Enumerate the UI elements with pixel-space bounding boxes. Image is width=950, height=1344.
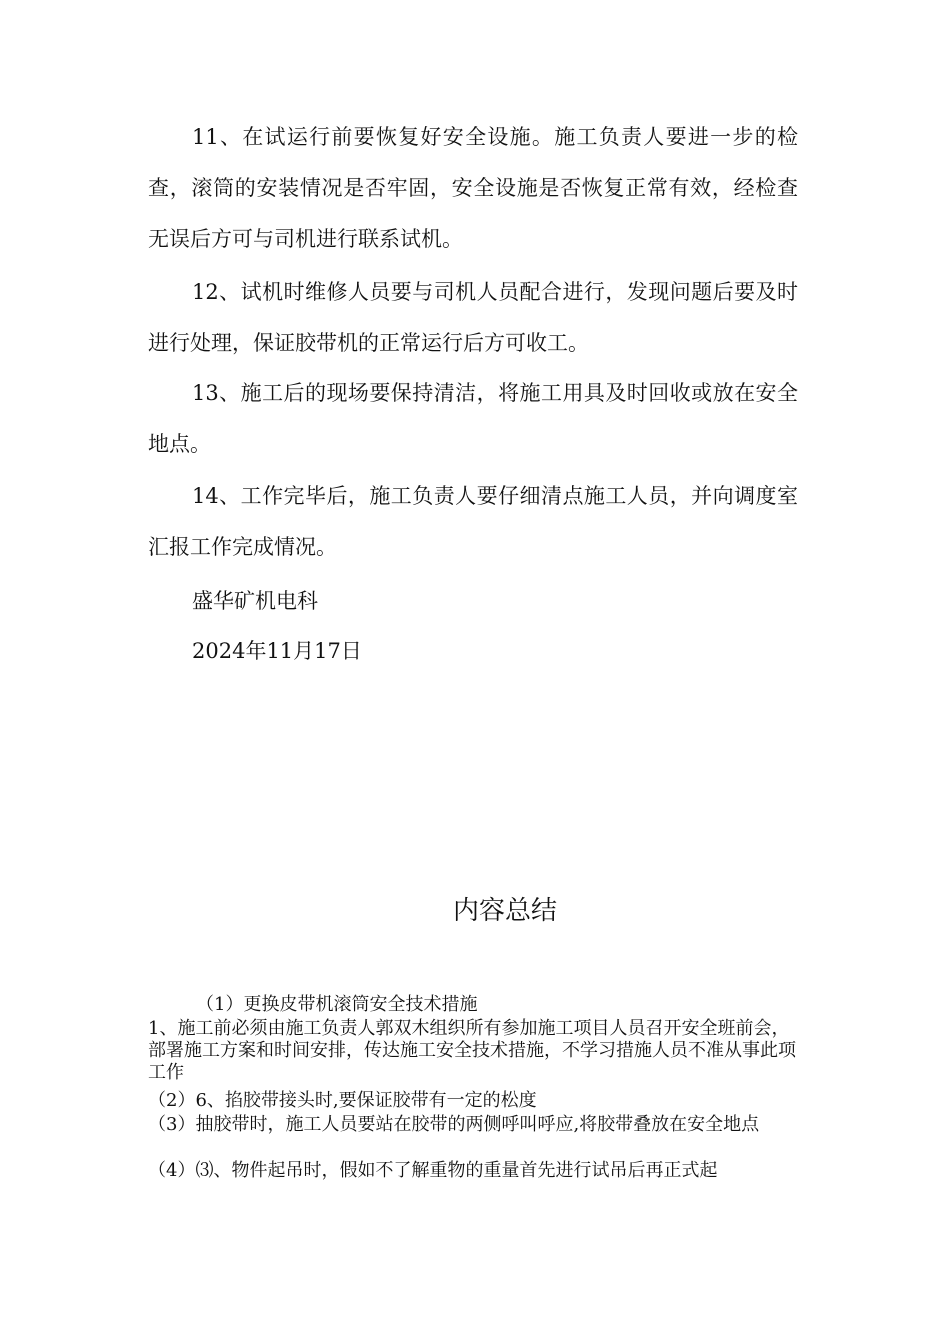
date: 2024年11月17日 (192, 639, 362, 663)
paragraph-13: 13、施工后的现场要保持清洁，将施工用具及时回收或放在安全地点。 (148, 381, 798, 456)
summary-item-1-text: 1、施工前必须由施工负责人郭双木组织所有参加施工项目人员召开安全班前会，部署施工方案和时间安排，传达施工安全技术措施，不学习措施人员不准从事此项工作 (148, 1018, 796, 1083)
signature: 盛华矿机电科 (192, 589, 318, 613)
summary-item-4: （4）⑶、物件起吊时，假如不了解重物的重量首先进行试吊后再正式起 (148, 1160, 718, 1181)
summary-item-2: （2）6、掐胶带接头时,要保证胶带有一定的松度 (148, 1090, 537, 1111)
summary-item-3: （3）抽胶带时，施工人员要站在胶带的两侧呼叫呼应,将胶带叠放在安全地点 (148, 1114, 760, 1135)
paragraph-12: 12、试机时维修人员要与司机人员配合进行，发现问题后要及时进行处理，保证胶带机的正常运行后方可收工。 (148, 280, 798, 355)
paragraph-11: 11、在试运行前要恢复好安全设施。施工负责人要进一步的检查，滚筒的安装情况是否牢固，安全设施是否恢复正常有效，经检查无误后方可与司机进行联系试机。 (148, 125, 798, 251)
summary-item-1-heading: （1）更换皮带机滚筒安全技术措施 (196, 994, 478, 1015)
paragraph-14: 14、工作完毕后，施工负责人要仔细清点施工人员，并向调度室汇报工作完成情况。 (148, 484, 798, 559)
summary-title: 内容总结 (452, 896, 557, 926)
